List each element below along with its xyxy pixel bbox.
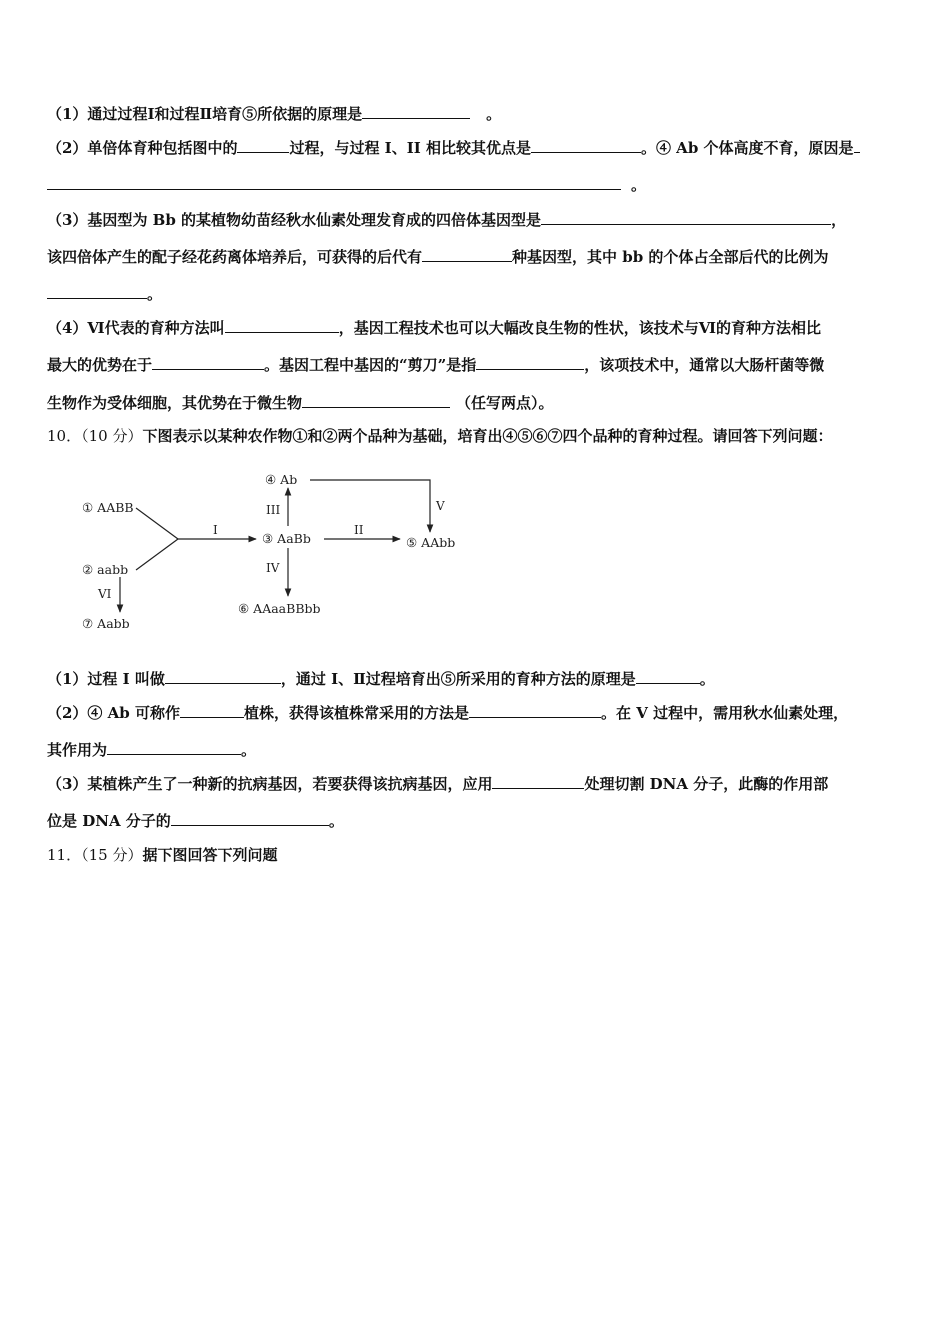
node-1-aabb-dominant: ① AABB [82, 500, 134, 515]
node-4-ab: ④ Ab [265, 472, 298, 487]
q9-part4 [47, 317, 821, 338]
q9-p4-text-b: ，基因工程技术也可以大幅改良生物的性状，该技术与Ⅵ的育种方法相比 [338, 319, 821, 337]
q9-p3-text-c: 该四倍体产生的配子经花药离体培养后，可获得的后代有 [47, 248, 423, 266]
edge-2-to-merge [136, 539, 178, 570]
q9-p1-text: （1）通过过程Ⅰ和过程Ⅱ培育⑤所依据的原理是 [47, 105, 363, 123]
q9-p3-blank-2[interactable] [422, 246, 512, 262]
q9-p3-end: 。 [147, 285, 163, 303]
q9-p4-text-d: 。基因工程中基因的“剪刀”是指 [264, 356, 477, 374]
q9-p1-end: 。 [486, 105, 502, 123]
q9-part3 [47, 209, 846, 230]
q10-p3-end: 。 [328, 812, 344, 830]
q10-p1-text-a: （1）过程 I 叫做 [47, 670, 165, 688]
q10-p1-text-b: ，通过 I、Ⅱ过程培育出⑤所采用的育种方法的原理是 [280, 670, 636, 688]
q9-p4-text-f: 生物作为受体细胞，其优势在于微生物 [47, 394, 303, 412]
label-process-1: I [213, 523, 218, 537]
q9-part3-cont [47, 246, 828, 267]
q10-heading [47, 426, 832, 446]
q9-p3-blank-3[interactable] [47, 283, 147, 299]
q11-prompt: 据下图回答下列问题 [142, 846, 278, 864]
q9-part2-cont [47, 174, 646, 195]
node-6-aaaabbbb: ⑥ AAaaBBbb [238, 601, 321, 616]
q9-p4-blank-4[interactable] [302, 392, 450, 408]
q10-part3-cont [47, 810, 344, 831]
q9-p2-text-c: 。④ Ab 个体高度不育，原因是 [640, 139, 854, 157]
q10-p2-blank-2[interactable] [469, 702, 601, 718]
q9-p2-blank-3[interactable] [854, 137, 860, 153]
q9-p2-end: 。 [631, 176, 647, 194]
q10-part3 [47, 773, 828, 794]
q9-p4-text-a: （4）Ⅵ代表的育种方法叫 [47, 319, 225, 337]
q10-p2-text-a: （2）④ Ab 可称作 [47, 704, 181, 722]
q10-p3-text-b: 处理切割 DNA 分子，此酶的作用部 [584, 775, 829, 793]
label-process-6: VI [98, 587, 112, 601]
q9-p4-blank-1[interactable] [225, 317, 339, 333]
label-process-2: II [354, 523, 364, 537]
q10-part2-cont [47, 739, 256, 760]
q9-p4-blank-2[interactable] [152, 354, 264, 370]
q10-prompt: 下图表示以某种农作物①和②两个品种为基础，培育出④⑤⑥⑦四个品种的育种过程。请回答下列问题： [142, 427, 833, 445]
node-2-aabb-recessive: ② aabb [82, 562, 129, 577]
q10-p2-text-c: 。在 V 过程中，需用秋水仙素处理， [601, 704, 849, 722]
q9-p1-blank[interactable] [362, 103, 470, 119]
q10-p2-text-d: 其作用为 [47, 741, 108, 759]
q10-part2 [47, 702, 848, 723]
node-3-aabb-hybrid: ③ AaBb [262, 531, 311, 546]
q9-part4-cont2 [47, 392, 554, 413]
q9-p4-text-e: ，该项技术中，通常以大肠杆菌等微 [584, 356, 825, 374]
q10-p2-end: 。 [241, 741, 257, 759]
q9-p2-text-b: 过程，与过程 I、II 相比较其优点是 [289, 139, 531, 157]
q9-p4-blank-3[interactable] [476, 354, 584, 370]
q11-heading [47, 845, 277, 865]
q10-p1-blank-2[interactable] [636, 668, 700, 684]
q10-p3-blank-1[interactable] [492, 773, 584, 789]
q9-part2 [47, 137, 860, 158]
q10-p2-text-b: 植株，获得该植株常采用的方法是 [244, 704, 470, 722]
node-5-aabb: ⑤ AAbb [406, 535, 456, 550]
arrow-process-5 [310, 480, 430, 532]
q9-part4-cont [47, 354, 824, 375]
q10-p2-blank-1[interactable] [180, 702, 244, 718]
q11-number: 11．（15 分） [47, 846, 143, 864]
edge-1-to-merge [136, 508, 178, 539]
q9-p2-blank-2[interactable] [531, 137, 641, 153]
q10-p3-blank-2[interactable] [171, 810, 329, 826]
q10-part1 [47, 668, 715, 689]
label-process-5: V [436, 499, 445, 513]
q9-p3-text-a: （3）基因型为 Bb 的某植物幼苗经秋水仙素处理发育成的四倍体基因型是 [47, 211, 542, 229]
q10-p2-blank-3[interactable] [107, 739, 241, 755]
q9-p4-text-c: 最大的优势在于 [47, 356, 153, 374]
q10-number: 10．（10 分） [47, 427, 143, 445]
q9-p4-end: （任写两点）。 [456, 394, 554, 412]
node-7-aabb: ⑦ Aabb [82, 616, 130, 631]
q9-part3-cont2 [47, 283, 162, 304]
q9-p3-text-b: ， [831, 211, 847, 229]
q10-p3-text-c: 位是 DNA 分子的 [47, 812, 171, 830]
label-process-4: IV [266, 561, 280, 575]
q9-part1 [47, 103, 501, 124]
q9-p2-blank-1[interactable] [237, 137, 289, 153]
q9-p2-blank-4[interactable] [47, 174, 621, 190]
q9-p3-text-d: 种基因型，其中 bb 的个体占全部后代的比例为 [512, 248, 829, 266]
q10-p1-end: 。 [699, 670, 715, 688]
q10-p1-blank-1[interactable] [165, 668, 281, 684]
label-process-3: III [266, 503, 281, 517]
q9-p3-blank-1[interactable] [541, 209, 831, 225]
q9-p2-text-a: （2）单倍体育种包括图中的 [47, 139, 238, 157]
q10-p3-text-a: （3）某植株产生了一种新的抗病基因，若要获得该抗病基因，应用 [47, 775, 493, 793]
breeding-process-diagram [70, 462, 490, 642]
